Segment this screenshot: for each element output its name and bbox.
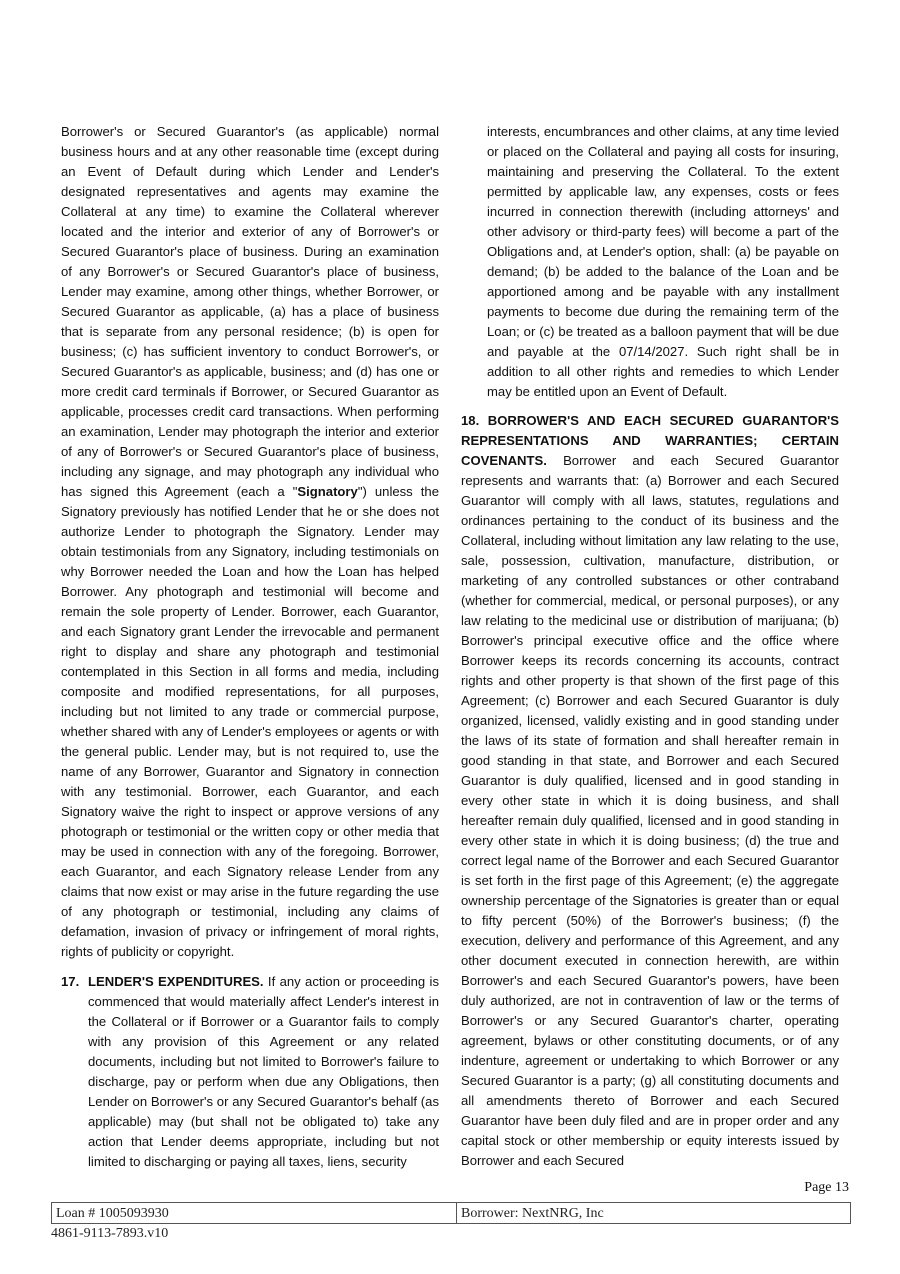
left-column bbox=[61, 122, 439, 1172]
right-column bbox=[461, 122, 839, 1171]
section-18-text: Borrower and each Secured Guarantor represents and warrants that: (a) Borrower and each Secured Guarantor will comply with all laws, statutes, regulations and ordinances pertaining to the conduct of its business and the Collateral, including without limitation any law relating to the use, sale, possession, cultivation, manufacture, distribution, or marketing of any controlled substances or other contraband (whether for commercial, medical, or personal purposes), or any law relating to the medicinal use or distribution of marijuana; (b) Borrower's principal executive office and the office where Borrower keeps its records concerning its accounts, contract rights and other property is that shown of the first page of this Agreement; (c) Borrower and each Secured Guarantor is duly organized, licensed, validly existing and in good standing under the laws of its state of formation and shall hereafter remain in good standing in that state, and Borrower and each Secured Guarantor is duly qualified, licensed and in good standing in every other state in which it is doing business, and shall hereafter remain duly qualified, licensed and in good standing in every other state in which it is doing business; (d) the true and correct legal name of the Borrower and each Secured Guarantor is set forth in the first page of this Agreement; (e) the aggregate ownership percentage of the Signatories is greater than or equal to fifty percent (50%) of the Borrower's business; (f) the execution, delivery and performance of this Agreement, and any other document executed in connection herewith, are within Borrower's and each Secured Guarantor's powers, have been duly authorized, are not in contravention of law or the terms of Borrower's or any Secured Guarantor's charter, operating agreement, bylaws or other constituting documents, or of any indenture, agreement or undertaking to which Borrower or any Secured Guarantor is a party; (g) all constituting documents and all amendments thereto of Borrower and each Secured Guarantor have been duly filed and are in proper order and any capital stock or other membership or equity interests issued by Borrower and each Secured bbox=[461, 453, 839, 1168]
section-18-paragraph bbox=[461, 411, 839, 1171]
footer-table bbox=[51, 1202, 851, 1224]
section-17-paragraph bbox=[61, 972, 439, 1172]
section-17-text: If any action or proceeding is commenced that would materially affect Lender's interest in the Collateral or if Borrower or a Guarantor fails to comply with any provision of this Agreement or any related documents, including but not limited to Borrower's failure to discharge, pay or perform when due any Obligations, then Lender on Borrower's or any Secured Guarantor's behalf (as applicable) may (but shall not be obligated to) take any action that Lender deems appropriate, including but not limited to discharging or paying all taxes, liens, security bbox=[88, 974, 439, 1169]
examination-paragraph bbox=[61, 122, 439, 962]
paragraph-text: Borrower's or Secured Guarantor's (as applicable) normal business hours and at any other reasonable time (except during an Event of Default during which Lender and Lender's designated representatives and agents may examine the Collateral at any time) to examine the Collateral wherever located and the interior and exterior of any of Borrower's or Secured Guarantor's place of business. During an examination of any Borrower's or Secured Guarantor's place of business, Lender may examine, among other things, whether Borrower, or Secured Guarantor as applicable, (a) has a place of business that is separate from any personal residence; (b) is open for business; (c) has sufficient inventory to conduct Borrower's, or Secured Guarantor's as applicable, business; and (d) has one or more credit card terminals if Borrower, or Secured Guarantor as applicable, processes credit card transactions. When performing an examination, Lender may photograph the interior and exterior of any of Borrower's or Secured Guarantor's place of business, including any signage, and may photograph any individual who has signed this Agreement (each a " bbox=[61, 124, 439, 499]
section-17-continued: interests, encumbrances and other claims, at any time levied or placed on the Collateral and paying all costs for insuring, maintaining and preserving the Collateral. To the extent permitted by applicable law, any expenses, costs or fees incurred in connection therewith (including attorneys' and other advisory or third-party fees) will become a part of the Obligations and, at Lender's option, shall: (a) be payable on demand; (b) be added to the balance of the Loan and be apportioned among and be payable with any installment payments to become due during the remaining term of the Loan; or (c) be treated as a balloon payment that will be due and payable at the 07/14/2027. Such right shall be in addition to all other rights and remedies to which Lender may be entitled upon an Event of Default. bbox=[487, 124, 839, 399]
borrower-name: Borrower: NextNRG, Inc bbox=[461, 1206, 604, 1221]
section-17-heading: LENDER'S EXPENDITURES. bbox=[88, 974, 264, 989]
loan-number: Loan # 1005093930 bbox=[52, 1203, 457, 1223]
section-18-heading: 18. BORROWER'S AND EACH SECURED GUARANTOR'S REPRESENTATIONS AND WARRANTIES; CERTAIN COVENANTS. bbox=[461, 413, 839, 468]
page-number: Page 13 bbox=[804, 1180, 849, 1195]
paragraph-text: ") unless the Signatory previously has notified Lender that he or she does not authorize Lender to photograph the Signatory. Lender may obtain testimonials from any Signatory, including testimonials on why Borrower needed the Loan and how the Loan has helped Borrower. Any photograph and testimonial will become and remain the sole property of Lender. Borrower, each Guarantor, and each Signatory grant Lender the irrevocable and permanent right to display and share any photograph and testimonial contemplated in this Section in all forms and media, including composite and modified representations, for all purposes, including but not limited to any trade or commercial purpose, whether shared with any of Lender's employees or agents or with the general public. Lender may, but is not required to, use the name of any Borrower, Guarantor and Signatory in connection with any testimonial. Borrower, each Guarantor, and each Signatory waive the right to inspect or approve versions of any photograph or testimonial or the written copy or other media that may be used in connection with any of the foregoing. Borrower, each Guarantor, and each Signatory release Lender from any claims that now exist or may arise in the future regarding the use of any photograph or testimonial, including any claims of defamation, invasion of privacy or infringement of moral rights, rights of publicity or copyright. bbox=[61, 484, 439, 959]
signatory-defined-term: Signatory bbox=[297, 484, 358, 499]
section-17-number: 17. bbox=[61, 974, 80, 989]
document-id: 4861-9113-7893.v10 bbox=[51, 1226, 169, 1241]
